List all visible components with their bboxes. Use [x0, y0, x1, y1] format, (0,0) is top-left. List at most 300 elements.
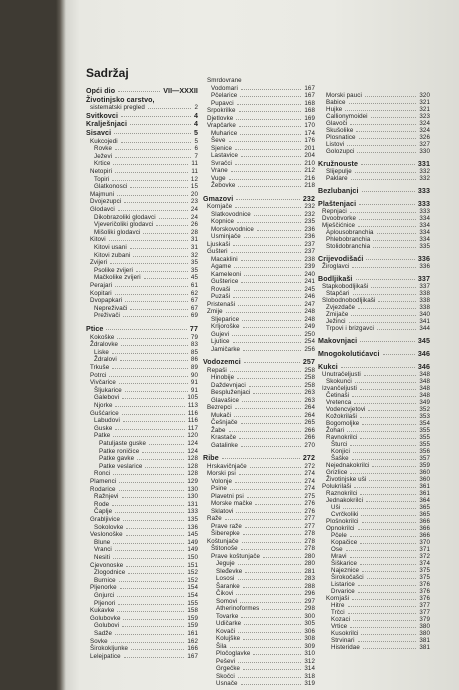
toc-entry[interactable] [211, 397, 315, 404]
toc-entry[interactable] [94, 600, 198, 607]
toc-heading[interactable] [86, 96, 198, 104]
toc-entry[interactable] [211, 338, 315, 345]
toc-entry[interactable] [90, 297, 198, 304]
toc-entry[interactable] [90, 478, 198, 485]
toc-entry[interactable] [90, 607, 198, 614]
toc-entry[interactable] [90, 638, 198, 645]
toc-entry[interactable] [326, 92, 430, 99]
toc-entry[interactable] [326, 525, 430, 532]
toc-entry[interactable] [94, 470, 198, 477]
toc-entry[interactable] [331, 623, 430, 630]
toc-entry[interactable] [94, 417, 198, 424]
dot-leader [234, 415, 301, 417]
toc-entry[interactable] [90, 516, 198, 523]
dot-leader [235, 206, 301, 208]
toc-entry-title: Gatalinke [211, 441, 239, 449]
toc-entry[interactable] [216, 650, 315, 657]
toc-entry[interactable] [331, 504, 430, 511]
toc-page-number: 245 [304, 285, 315, 293]
dot-leader [373, 246, 416, 248]
toc-heading[interactable] [318, 255, 430, 263]
toc-entry[interactable] [211, 175, 315, 182]
toc-entry[interactable] [94, 425, 198, 432]
toc-entry[interactable] [211, 233, 315, 240]
toc-page-number: 124 [187, 440, 198, 447]
toc-heading[interactable] [86, 325, 198, 333]
toc-page-number: 321 [419, 99, 430, 106]
toc-entry[interactable] [211, 293, 315, 300]
toc-entry[interactable] [331, 574, 430, 581]
toc-entry[interactable] [322, 297, 430, 304]
toc-entry[interactable] [211, 137, 315, 144]
toc-page-number: 332 [419, 175, 430, 182]
toc-page-number: 366 [419, 525, 430, 532]
toc-entry[interactable] [331, 441, 430, 448]
toc-entry[interactable] [326, 420, 430, 427]
toc-entry[interactable] [94, 221, 198, 228]
toc-entry[interactable] [322, 208, 430, 215]
toc-entry[interactable] [207, 107, 315, 114]
toc-entry[interactable] [90, 372, 198, 379]
toc-heading[interactable] [203, 195, 315, 203]
toc-entry-title: Histeridae [331, 644, 360, 651]
toc-entry-title: Dvoobvorke [322, 215, 357, 222]
toc-entry[interactable] [216, 590, 315, 597]
toc-entry[interactable] [326, 427, 430, 434]
toc-entry[interactable] [94, 432, 198, 439]
toc-entry[interactable] [99, 448, 198, 455]
toc-entry[interactable] [207, 301, 315, 308]
toc-entry[interactable] [211, 553, 315, 560]
toc-entry[interactable] [326, 99, 430, 106]
toc-entry-title: Patke roničice [99, 447, 140, 455]
toc-entry[interactable] [326, 236, 430, 243]
toc-entry[interactable] [94, 592, 198, 599]
toc-entry[interactable] [326, 304, 430, 311]
toc-entry[interactable] [211, 92, 315, 99]
toc-entry-title: Golubovke [90, 614, 121, 622]
toc-entry[interactable] [211, 508, 315, 515]
toc-entry[interactable] [207, 248, 315, 255]
toc-entry[interactable] [90, 282, 198, 289]
toc-entry[interactable] [216, 635, 315, 642]
toc-heading[interactable] [318, 200, 430, 208]
toc-entry[interactable] [207, 404, 315, 411]
toc-entry[interactable] [331, 511, 430, 518]
toc-entry[interactable] [326, 106, 430, 113]
toc-entry[interactable] [90, 290, 198, 297]
toc-entry[interactable] [326, 120, 430, 127]
toc-heading[interactable] [86, 129, 198, 137]
toc-entry[interactable] [94, 252, 198, 259]
toc-entry[interactable] [211, 145, 315, 152]
toc-entry[interactable] [326, 318, 430, 325]
toc-heading[interactable] [203, 454, 315, 462]
toc-entry[interactable] [211, 419, 315, 426]
toc-entry[interactable] [211, 100, 315, 107]
toc-entry[interactable] [90, 341, 198, 348]
toc-entry[interactable] [211, 160, 315, 167]
toc-entry[interactable] [90, 206, 198, 213]
toc-entry[interactable] [90, 334, 198, 341]
toc-entry-title: Potrci [90, 371, 107, 379]
dot-leader [122, 625, 184, 627]
toc-entry[interactable] [90, 562, 198, 569]
toc-entry[interactable] [90, 168, 198, 175]
toc-entry[interactable] [326, 148, 430, 155]
toc-entry[interactable] [326, 141, 430, 148]
toc-entry[interactable] [211, 530, 315, 537]
toc-entry[interactable] [90, 653, 198, 660]
toc-entry[interactable] [211, 226, 315, 233]
toc-entry[interactable] [211, 263, 315, 270]
toc-entry-title: Vranci [94, 546, 112, 554]
toc-entry[interactable] [211, 412, 315, 419]
toc-entry[interactable] [331, 546, 430, 553]
toc-entry[interactable] [331, 567, 430, 574]
toc-entry-title: Kolujške [216, 635, 241, 642]
dot-leader [232, 334, 301, 336]
toc-entry[interactable] [331, 560, 430, 567]
toc-entry[interactable] [326, 175, 430, 182]
toc-entry-title: Sovke [90, 637, 108, 645]
toc-entry[interactable] [99, 463, 198, 470]
toc-entry[interactable] [326, 243, 430, 250]
toc-entry[interactable] [216, 575, 315, 582]
toc-entry[interactable] [326, 399, 430, 406]
toc-page-number: 346 [417, 350, 430, 358]
toc-entry[interactable] [94, 153, 198, 160]
toc-entry[interactable] [211, 374, 315, 381]
toc-entry[interactable] [211, 442, 315, 449]
dot-leader [350, 626, 416, 628]
toc-entry-title: Perajari [90, 282, 113, 289]
toc-entry[interactable] [211, 500, 315, 507]
toc-heading[interactable] [318, 337, 430, 345]
toc-entry[interactable] [90, 104, 198, 111]
toc-entry[interactable] [94, 160, 198, 167]
toc-entry[interactable] [326, 434, 430, 441]
toc-entry[interactable] [326, 392, 430, 399]
toc-entry[interactable] [211, 523, 315, 530]
toc-entry[interactable] [207, 203, 315, 210]
toc-entry[interactable] [326, 413, 430, 420]
toc-entry[interactable] [322, 283, 430, 290]
toc-page-number: 334 [419, 236, 430, 243]
dot-leader [350, 444, 416, 446]
toc-entry[interactable] [326, 378, 430, 385]
toc-entry[interactable] [331, 448, 430, 455]
toc-entry[interactable] [216, 613, 315, 620]
dot-leader [126, 534, 185, 536]
toc-entry[interactable] [326, 127, 430, 134]
toc-entry[interactable] [99, 440, 198, 447]
toc-entry[interactable] [326, 290, 430, 297]
toc-entry[interactable] [326, 406, 430, 413]
toc-entry[interactable] [211, 85, 315, 92]
dot-leader [350, 535, 416, 537]
toc-heading[interactable] [86, 112, 198, 120]
toc-entry[interactable] [90, 645, 198, 652]
toc-entry-title: Čaplje [94, 508, 113, 516]
toc-entry-title: Ševe [211, 137, 226, 144]
toc-entry[interactable] [90, 259, 198, 266]
toc-entry[interactable] [331, 588, 430, 595]
toc-page-number: 370 [419, 539, 430, 546]
toc-entry[interactable] [326, 469, 430, 476]
toc-heading[interactable] [86, 120, 198, 128]
toc-entry[interactable] [211, 323, 315, 330]
toc-entry[interactable] [326, 311, 430, 318]
dot-leader [352, 395, 416, 397]
toc-entry[interactable] [326, 595, 430, 602]
toc-heading[interactable] [318, 350, 430, 358]
toc-entry[interactable] [94, 394, 198, 401]
toc-entry[interactable] [216, 605, 315, 612]
toc-page-number: 5 [193, 129, 198, 137]
toc-entry-title: Pljenori [94, 599, 116, 607]
toc-page-number: 364 [419, 497, 430, 504]
toc-entry[interactable] [322, 263, 430, 270]
toc-entry-title: Kameleoni [211, 270, 242, 278]
toc-entry[interactable] [90, 531, 198, 538]
toc-entry[interactable] [94, 176, 198, 183]
toc-entry[interactable] [326, 113, 430, 120]
dot-leader [257, 229, 301, 231]
toc-entry[interactable] [211, 331, 315, 338]
toc-entry[interactable] [331, 644, 430, 651]
toc-page-number: 35 [190, 266, 198, 274]
toc-entry[interactable] [211, 286, 315, 293]
toc-entry[interactable] [207, 463, 315, 470]
toc-entry[interactable] [94, 546, 198, 553]
toc-entry[interactable] [207, 538, 315, 545]
toc-entry-title: Trpovi i brizgavci [326, 325, 374, 332]
toc-page-number: 4 [193, 120, 198, 129]
toc-entry[interactable] [94, 244, 198, 251]
toc-entry[interactable] [211, 316, 315, 323]
toc-entry[interactable] [322, 483, 430, 490]
toc-entry[interactable] [211, 389, 315, 396]
toc-page-number: 128 [187, 462, 198, 470]
toc-entry[interactable] [216, 620, 315, 627]
toc-entry[interactable] [216, 665, 315, 672]
toc-entry[interactable] [216, 658, 315, 665]
dot-leader [350, 211, 416, 213]
toc-entry-title: Muharice [211, 129, 238, 137]
toc-entry-title: Mnogokolutićavci [318, 350, 380, 358]
toc-entry-title: Jamičarke [211, 345, 241, 353]
toc-entry-title: Phlebobranchia [326, 236, 371, 243]
toc-entry[interactable] [94, 312, 198, 319]
toc-entry[interactable] [207, 470, 315, 477]
toc-page-number: 276 [304, 500, 315, 507]
toc-entry[interactable] [326, 325, 430, 332]
toc-entry[interactable] [211, 434, 315, 441]
toc-entry[interactable] [94, 508, 198, 515]
toc-entry-title: Gujevi [211, 330, 230, 338]
toc-page-number: 124 [187, 447, 198, 455]
toc-entry[interactable] [90, 138, 198, 145]
toc-page-number: 276 [304, 507, 315, 515]
toc-entry[interactable] [90, 198, 198, 205]
toc-page-number: 357 [419, 455, 430, 462]
toc-entry[interactable] [90, 236, 198, 243]
toc-entry-title: Ronci [94, 470, 111, 478]
toc-entry[interactable] [94, 267, 198, 274]
toc-entry[interactable] [216, 680, 315, 687]
toc-entry-title: Bogomoljke [326, 420, 360, 427]
toc-entry[interactable] [207, 308, 315, 315]
toc-entry[interactable] [207, 115, 315, 122]
toc-entry[interactable] [326, 490, 430, 497]
toc-heading[interactable] [318, 160, 430, 168]
toc-entry[interactable] [211, 271, 315, 278]
toc-entry[interactable] [99, 455, 198, 462]
toc-entry[interactable] [331, 553, 430, 560]
toc-heading[interactable] [86, 87, 198, 95]
dot-leader [368, 409, 416, 411]
toc-entry[interactable] [326, 134, 430, 141]
toc-entry-title: Uši [331, 504, 341, 511]
toc-entry[interactable] [331, 602, 430, 609]
toc-entry[interactable] [216, 598, 315, 605]
toc-entry[interactable] [211, 130, 315, 137]
toc-page-number: 69 [190, 312, 198, 320]
toc-entry[interactable] [322, 371, 430, 378]
toc-entry[interactable] [94, 183, 198, 190]
toc-entry[interactable] [90, 615, 198, 622]
toc-entry[interactable] [331, 539, 430, 546]
toc-entry[interactable] [207, 515, 315, 522]
toc-entry[interactable] [211, 545, 315, 552]
toc-entry[interactable] [94, 229, 198, 236]
toc-entry[interactable] [94, 305, 198, 312]
toc-entry[interactable] [216, 643, 315, 650]
toc-entry[interactable] [94, 630, 198, 637]
toc-entry[interactable] [331, 609, 430, 616]
toc-entry[interactable] [331, 637, 430, 644]
toc-entry[interactable] [207, 241, 315, 248]
dot-leader [115, 148, 191, 150]
toc-entry[interactable] [94, 356, 198, 363]
toc-entry[interactable] [211, 182, 315, 189]
toc-entry[interactable] [211, 211, 315, 218]
toc-entry[interactable] [211, 427, 315, 434]
toc-entry[interactable] [90, 379, 198, 386]
toc-heading[interactable] [318, 187, 430, 195]
toc-heading[interactable] [203, 358, 315, 366]
toc-entry[interactable] [322, 222, 430, 229]
toc-page-number: 297 [304, 597, 315, 605]
toc-entry[interactable] [326, 229, 430, 236]
toc-entry[interactable] [326, 497, 430, 504]
toc-entry[interactable] [331, 455, 430, 462]
toc-entry[interactable] [94, 501, 198, 508]
toc-entry-title: Morske mačke [211, 500, 253, 507]
toc-entry[interactable] [211, 382, 315, 389]
toc-entry[interactable] [216, 568, 315, 575]
toc-entry[interactable] [322, 215, 430, 222]
toc-entry[interactable] [211, 493, 315, 500]
toc-entry[interactable] [211, 478, 315, 485]
toc-entry[interactable] [94, 145, 198, 152]
toc-entry[interactable] [94, 493, 198, 500]
toc-entry[interactable] [211, 167, 315, 174]
toc-entry[interactable] [90, 486, 198, 493]
toc-entry[interactable] [211, 152, 315, 159]
toc-entry[interactable] [331, 630, 430, 637]
toc-entry[interactable] [94, 554, 198, 561]
dot-leader [229, 178, 302, 180]
toc-entry[interactable] [326, 476, 430, 483]
toc-entry[interactable] [90, 364, 198, 371]
toc-page-number: 167 [304, 92, 315, 99]
toc-entry[interactable] [94, 387, 198, 394]
toc-entry[interactable] [322, 385, 430, 392]
toc-entry[interactable] [216, 583, 315, 590]
toc-entry[interactable] [90, 191, 198, 198]
toc-entry-title: Vretenca [326, 399, 352, 406]
toc-page-number: 333 [417, 200, 430, 208]
toc-entry-title: Patke veslarice [99, 462, 143, 470]
toc-page-number: 258 [304, 374, 315, 381]
toc-entry[interactable] [216, 628, 315, 635]
toc-page-number: 371 [419, 546, 430, 553]
toc-entry[interactable] [94, 622, 198, 629]
dot-leader [360, 563, 416, 565]
toc-entry[interactable] [90, 584, 198, 591]
toc-entry[interactable] [94, 539, 198, 546]
toc-entry[interactable] [331, 581, 430, 588]
toc-entry[interactable] [94, 214, 198, 221]
toc-entry[interactable] [211, 218, 315, 225]
toc-entry[interactable] [94, 569, 198, 576]
toc-entry[interactable] [326, 518, 430, 525]
toc-entry[interactable] [331, 532, 430, 539]
toc-page-number: 319 [304, 680, 315, 687]
dot-leader [369, 479, 416, 481]
toc-entry[interactable] [94, 577, 198, 584]
toc-entry[interactable] [326, 462, 430, 469]
toc-entry[interactable] [211, 278, 315, 285]
toc-entry[interactable] [326, 168, 430, 175]
toc-entry-title: Čikovi [216, 590, 234, 597]
toc-entry[interactable] [216, 560, 315, 567]
toc-page-number: 337 [419, 283, 430, 290]
dot-leader [238, 631, 301, 633]
toc-entry[interactable] [211, 256, 315, 263]
dot-leader [234, 266, 301, 268]
toc-entry[interactable] [207, 367, 315, 374]
toc-entry-title: Slijepulje [326, 168, 352, 175]
toc-heading[interactable] [318, 275, 430, 283]
toc-entry[interactable] [211, 485, 315, 492]
toc-entry[interactable] [90, 410, 198, 417]
toc-entry[interactable] [94, 274, 198, 281]
toc-page-number: 256 [304, 345, 315, 353]
toc-entry-title: Ravnokrilci [326, 434, 358, 441]
toc-entry[interactable] [331, 616, 430, 623]
toc-entry[interactable] [207, 77, 315, 84]
toc-entry[interactable] [211, 346, 315, 353]
toc-entry[interactable] [94, 524, 198, 531]
toc-entry[interactable] [94, 402, 198, 409]
toc-entry[interactable] [94, 349, 198, 356]
toc-heading[interactable] [318, 363, 430, 371]
toc-entry[interactable] [216, 673, 315, 680]
toc-entry[interactable] [207, 122, 315, 129]
